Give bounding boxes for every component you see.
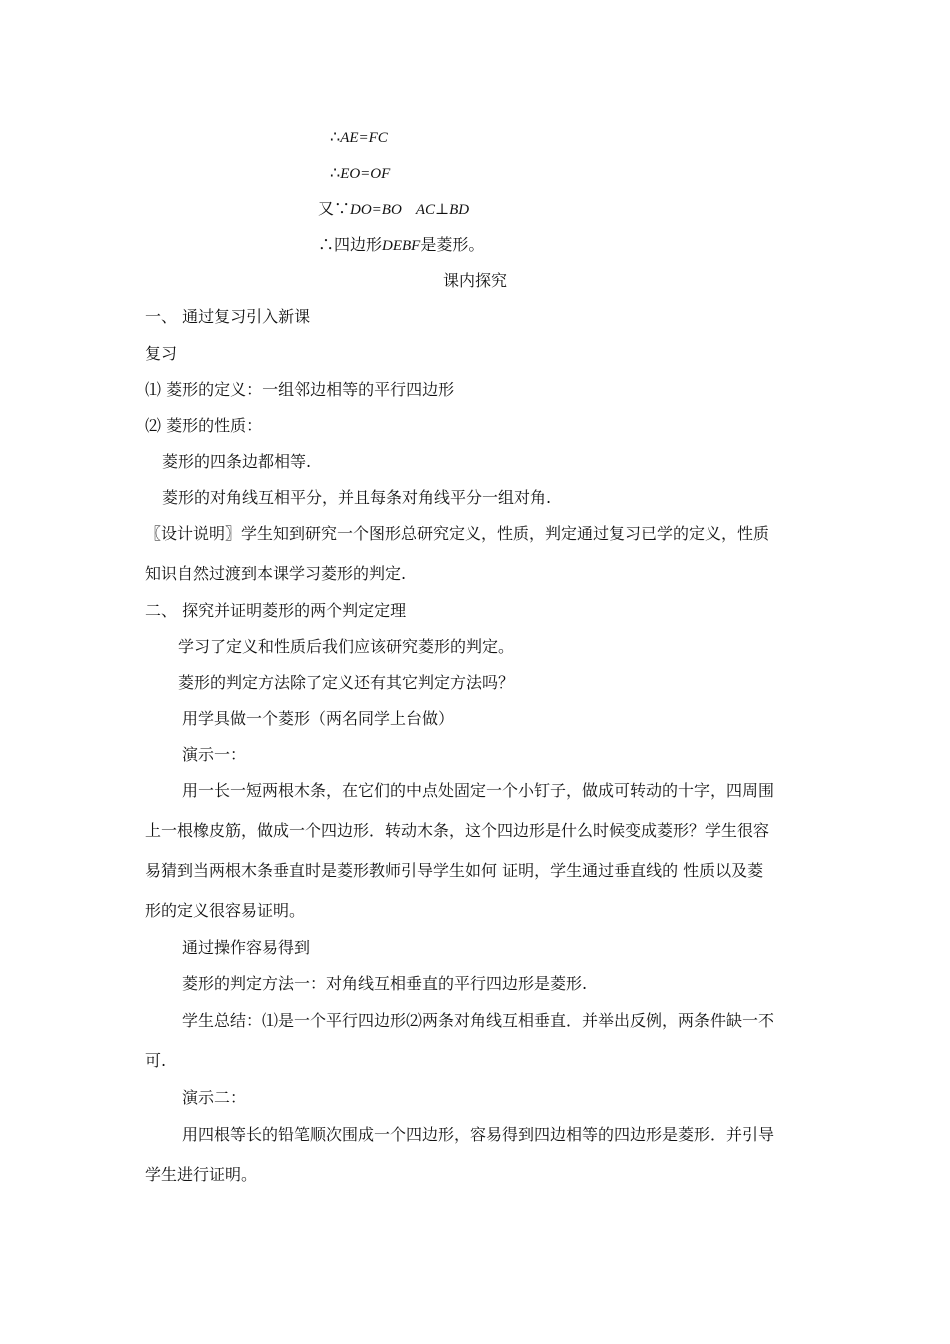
therefore-symbol: ∴ [330, 163, 341, 182]
proof-line-2 [330, 162, 390, 185]
paragraph-line: 菱形的判定方法一：对角线互相垂直的平行四边形是菱形. [182, 974, 588, 993]
paragraph-line: 用学具做一个菱形（两名同学上台做） [182, 709, 455, 728]
paragraph-line: 菱形的对角线互相平分，并且每条对角线平分一组对角. [162, 488, 552, 507]
heading-2: 二、 探究并证明菱形的两个判定定理 [145, 601, 407, 620]
paragraph-line: 通过操作容易得到 [182, 938, 311, 957]
proof-line-3 [318, 198, 469, 221]
paragraph-line: 演示一： [182, 745, 247, 764]
math-expression: DEBF [382, 238, 421, 254]
paragraph-line: 复习 [145, 344, 178, 363]
paragraph-line: ⑵ 菱形的性质： [145, 416, 263, 435]
because-symbol: 又∵ [318, 199, 351, 218]
paragraph-line: 学习了定义和性质后我们应该研究菱形的判定。 [178, 637, 515, 656]
heading-1: 一、 通过复习引入新课 [145, 307, 311, 326]
therefore-symbol: ∴ [330, 127, 341, 146]
paragraph-line: 学生总结：⑴是一个平行四边形⑵两条对角线互相垂直．并举出反例，两条件缺一不 [182, 1011, 775, 1030]
paragraph-line: ⑴ 菱形的定义：一组邻边相等的平行四边形 [145, 380, 455, 399]
math-expression: AE=FC [340, 130, 388, 146]
paragraph-line: 学生进行证明。 [145, 1165, 258, 1184]
design-note-line: 〖设计说明〗学生知到研究一个图形总研究定义，性质，判定通过复习已学的定义，性质 [145, 524, 770, 543]
math-expression: EO=OF [340, 166, 391, 182]
design-note-line: 知识自然过渡到本课学习菱形的判定. [145, 564, 407, 583]
paragraph-line: 用一长一短两根木条，在它们的中点处固定一个小钉子，做成可转动的十字，四周围 [182, 781, 775, 800]
paragraph-line: 演示二： [182, 1088, 247, 1107]
paragraph-line: 形的定义很容易证明。 [145, 901, 306, 920]
paragraph-line: 可. [145, 1051, 167, 1070]
paragraph-line: 用四根等长的铅笔顺次围成一个四边形，容易得到四边相等的四边形是菱形．并引导 [182, 1125, 775, 1144]
paragraph-line: 菱形的判定方法除了定义还有其它判定方法吗？ [178, 673, 515, 692]
paragraph-line: 易猜到当两根木条垂直时是菱形教师引导学生如何 证明，学生通过垂直线的 性质以及菱 [145, 861, 764, 880]
proof-line-1 [330, 126, 388, 149]
section-title: 课内探究 [443, 271, 508, 290]
proof-text: ∴四边形 [318, 235, 383, 254]
proof-text: 是菱形。 [420, 235, 485, 254]
paragraph-line: 菱形的四条边都相等. [162, 452, 312, 471]
math-expression: DO=BO [350, 202, 402, 218]
paragraph-line: 上一根橡皮筋，做成一个四边形．转动木条，这个四边形是什么时候变成菱形？学生很容 [145, 821, 770, 840]
math-expression: AC⊥BD [415, 202, 470, 218]
proof-line-4 [318, 234, 484, 257]
